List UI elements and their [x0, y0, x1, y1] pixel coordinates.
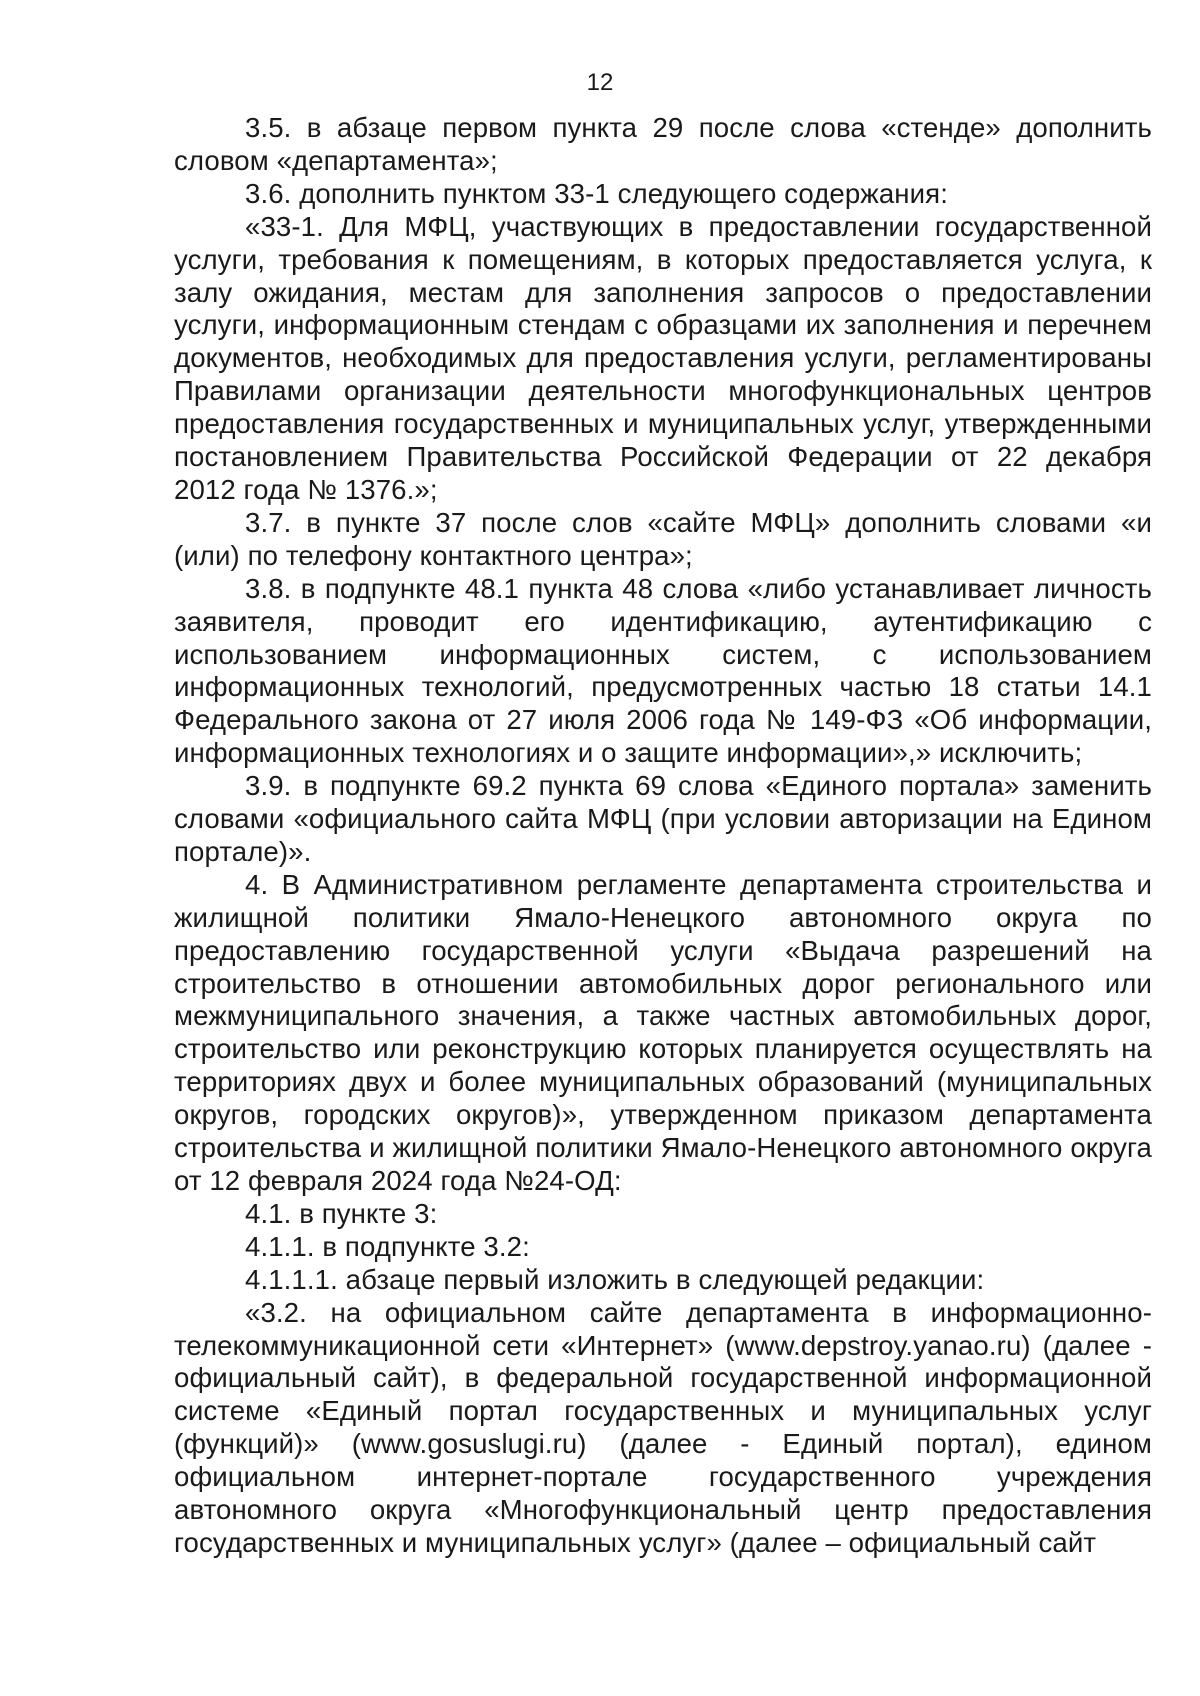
paragraph-3-8: 3.8. в подпункте 48.1 пункта 48 слова «либо устанавливает личность заявителя, проводит его идентификацию, аутентификацию с использованием информационных систем, с использованием информационных технологий, предусмотренных частью 18 статьи 14.1 Федерального закона от 27 июля 2006 года № 149-ФЗ «Об информации, информационных технологиях и о защите информации»,» исключить; — [174, 572, 1152, 769]
paragraph-3-7: 3.7. в пункте 37 после слов «сайте МФЦ» дополнить словами «и (или) по телефону контактного центра»; — [174, 506, 1152, 571]
paragraph-4-1-1: 4.1.1. в подпункте 3.2: — [245, 1230, 530, 1262]
paragraph-3-5: 3.5. в абзаце первом пункта 29 после слова «стенде» дополнить словом «департамента»; — [174, 112, 1152, 176]
paragraph-4-1-1-1: 4.1.1.1. абзаце первый изложить в следующей редакции: — [245, 1263, 985, 1295]
paragraph-3-2-quote: «3.2. на официальном сайте департамента в информационно-телекоммуникационной сети «Интернет» (www.depstroy.yanao.ru) (далее - официальный сайт), в федеральной государственной информационной системе «Единый портал государственных и муниципальных услуг (функций)» (www.gosuslugi.ru) (далее - Единый портал), едином официальном интернет-портале государственного учреждения автономного округа «Многофункциональный центр предоставления государственных и муниципальных услуг» (далее – официальный сайт — [174, 1296, 1152, 1558]
paragraph-33-1-quote: «33-1. Для МФЦ, участвующих в предоставлении государственной услуги, требования к помещениям, в которых предоставляется услуга, к залу ожидания, местам для заполнения запросов о предоставлении услуги, информационным стендам с образцами их заполнения и перечнем документов, необходимых для предоставления услуги, регламентированы Правилами организации деятельности многофункциональных центров предоставления государственных и муниципальных услуг, утвержденными постановлением Правительства Российской Федерации от 22 декабря 2012 года № 1376.»; — [174, 210, 1152, 505]
document-body — [174, 112, 1152, 1560]
paragraph-3-9: 3.9. в подпункте 69.2 пункта 69 слова «Единого портала» заменить словами «официального сайта МФЦ (при условии авторизации на Едином портале)». — [174, 770, 1152, 867]
paragraph-4: 4. В Административном регламенте департамента строительства и жилищной политики Ямало-Ненецкого автономного округа по предоставлению государственной услуги «Выдача разрешений на строительство в отношении автомобильных дорог регионального или межмуниципального значения, а также частных автомобильных дорог, строительство или реконструкцию которых планируется осуществлять на территориях двух и более муниципальных образований (муниципальных округов, городских округов)», утвержденном приказом департамента строительства и жилищной политики Ямало-Ненецкого автономного округа от 12 февраля 2024 года №24-ОД: — [174, 868, 1152, 1196]
paragraph-3-6: 3.6. дополнить пунктом 33-1 следующего содержания: — [245, 177, 948, 209]
paragraph-4-1: 4.1. в пункте 3: — [245, 1197, 438, 1229]
page-number: 12 — [586, 69, 614, 96]
